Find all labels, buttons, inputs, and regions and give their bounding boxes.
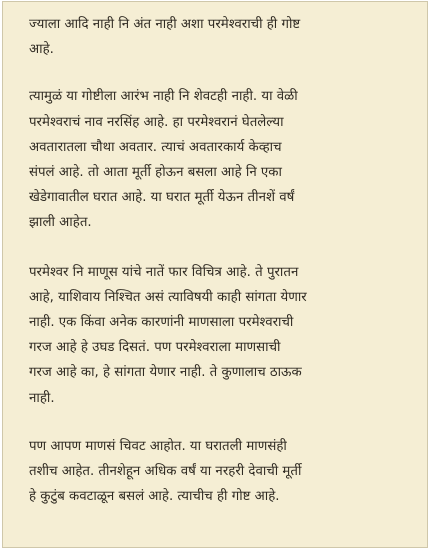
page-text [29, 12, 414, 509]
book-page [2, 1, 428, 548]
text-line: तशीच आहेत. तीनशेहून अधिक वर्षं या नरहरी देवाची मूर्ती [29, 464, 302, 480]
text-line: नाही. [29, 390, 55, 406]
text-line: गरज आहे हे उघड दिसतं. पण परमेश्वराला माणसाची [29, 340, 281, 356]
text-line: त्यामुळं या गोष्टीला आरंभ नाही नि शेवटही नाही. या वेळी [29, 89, 298, 105]
text-line: नाही. एक किंवा अनेक कारणांनी माणसाला परमेश्वराची [29, 315, 294, 331]
text-line: खेडेगावातील घरात आहे. या घरात मूर्ती येऊन तीनशें वर्षं [29, 190, 295, 206]
text-line: परमेश्वर नि माणूस यांचे नातें फार विचित्र आहे. ते पुरातन [29, 264, 299, 280]
paragraph-4 [29, 434, 414, 510]
text-line: ज्याला आदि नाही नि अंत नाही अशा परमेश्वराची ही गोष्ट [29, 17, 301, 32]
paragraph-1 [29, 12, 414, 62]
text-line: हे कुटुंब कवटाळून बसलं आहे. त्याचीच ही गोष्ट आहे. [29, 489, 280, 505]
text-line: आहे, याशिवाय निश्चित असं त्याविषयी काही सांगता येणार [29, 289, 307, 305]
text-line: परमेश्वराचं नाव नरसिंह आहे. हा परमेश्वरानं घेतलेल्या [29, 114, 284, 130]
paragraph-2 [29, 84, 414, 235]
text-line: आहे. [29, 42, 54, 58]
text-line: पण आपण माणसं चिवट आहोत. या घरातली माणसंही [29, 438, 287, 454]
text-line: अवतारातला चौथा अवतार. त्याचं अवतारकार्य केव्हाच [29, 139, 282, 155]
paragraph-3 [29, 260, 414, 411]
text-line: गरज आहे का, हे सांगता येणार नाही. ते कुणालाच ठाऊक [29, 365, 302, 381]
text-line: संपलं आहे. तो आता मूर्ती होऊन बसला आहे नि एका [29, 165, 282, 181]
text-line: झाली आहेत. [29, 215, 92, 231]
